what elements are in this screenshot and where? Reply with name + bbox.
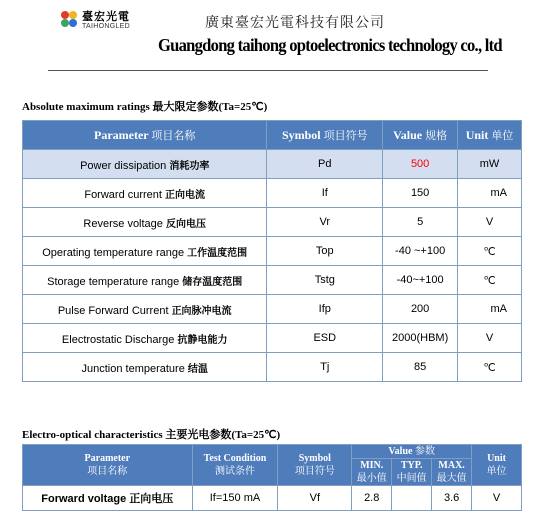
value-cell: 2000(HBM) [383,324,458,353]
symbol-cell: If [267,179,383,208]
header-test-condition: Test Condition 测试条件 [192,445,278,486]
brand-name-en: TAIHONGLED [82,23,130,30]
company-name-en: Guangdong taihong optoelectronics technology co., ltd [158,35,502,55]
logo-mark-icon [58,8,80,30]
min-cell: 2.8 [352,486,392,511]
table-row [23,353,522,382]
condition-cell: If=150 mA [192,486,278,511]
unit-cell: mA [458,179,522,208]
value-cell: 150 [383,179,458,208]
table-row [23,324,522,353]
header-parameter: Parameter 项目名称 [23,445,193,486]
header-unit: Unit 单位 [458,121,522,150]
param-cell: Operating temperature range 工作温度范围 [23,237,267,266]
symbol-cell: Vr [267,208,383,237]
document-header [0,0,537,72]
value-cell: -40~+100 [383,266,458,295]
symbol-cell: Vf [278,486,352,511]
unit-cell: mA [458,295,522,324]
table-row [23,295,522,324]
value-cell: 500 [383,150,458,179]
value-cell: 200 [383,295,458,324]
symbol-cell: Pd [267,150,383,179]
header-min: MIN. 最小值 [352,459,392,486]
symbol-cell: Top [267,237,383,266]
electro-optical-table [22,444,522,511]
unit-cell: ℃ [458,266,522,295]
unit-cell: V [458,208,522,237]
symbol-cell: Tstg [267,266,383,295]
table-header-row [23,121,522,150]
unit-cell: V [472,486,522,511]
header-max: MAX. 最大值 [432,459,472,486]
table-row [23,266,522,295]
param-cell: Electrostatic Discharge 抗静电能力 [23,324,267,353]
symbol-cell: Ifp [267,295,383,324]
value-cell: -40 ~+100 [383,237,458,266]
typ-cell [392,486,432,511]
unit-cell: mW [458,150,522,179]
header-value: Value 参数 [352,445,472,459]
param-cell: Junction temperature 结温 [23,353,267,382]
company-logo [58,8,158,38]
section-title-electro-optical: Electro-optical characteristics 主要光电参数(Ta=25℃) [22,429,281,441]
param-cell: Reverse voltage 反向电压 [23,208,267,237]
header-typ: TYP. 中间值 [392,459,432,486]
param-cell: Forward current 正向电流 [23,179,267,208]
max-cell: 3.6 [432,486,472,511]
header-parameter: Parameter 项目名称 [23,121,267,150]
param-cell: Pulse Forward Current 正向脉冲电流 [23,295,267,324]
unit-cell: V [458,324,522,353]
header-divider [48,70,488,71]
unit-cell: ℃ [458,353,522,382]
param-cell: Power dissipation 消耗功率 [23,150,267,179]
unit-cell: ℃ [458,237,522,266]
section-title-max-ratings: Absolute maximum ratings 最大限定参数(Ta=25℃) [22,101,268,113]
table-row [23,486,522,511]
param-cell: Forward voltage 正向电压 [23,486,193,511]
header-symbol: Symbol 项目符号 [278,445,352,486]
max-ratings-table [22,120,522,382]
header-symbol: Symbol 项目符号 [267,121,383,150]
table-header-row [23,445,522,459]
brand-name-cn: 臺宏光電 [82,10,130,23]
symbol-cell: ESD [267,324,383,353]
value-cell: 5 [383,208,458,237]
table-row [23,208,522,237]
symbol-cell: Tj [267,353,383,382]
table-row [23,179,522,208]
header-value: Value 规格 [383,121,458,150]
header-unit: Unit 单位 [472,445,522,486]
table-row [23,150,522,179]
value-cell: 85 [383,353,458,382]
table-row [23,237,522,266]
company-name-cn: 廣東臺宏光電科技有限公司 [205,15,385,31]
param-cell: Storage temperature range 储存温度范围 [23,266,267,295]
